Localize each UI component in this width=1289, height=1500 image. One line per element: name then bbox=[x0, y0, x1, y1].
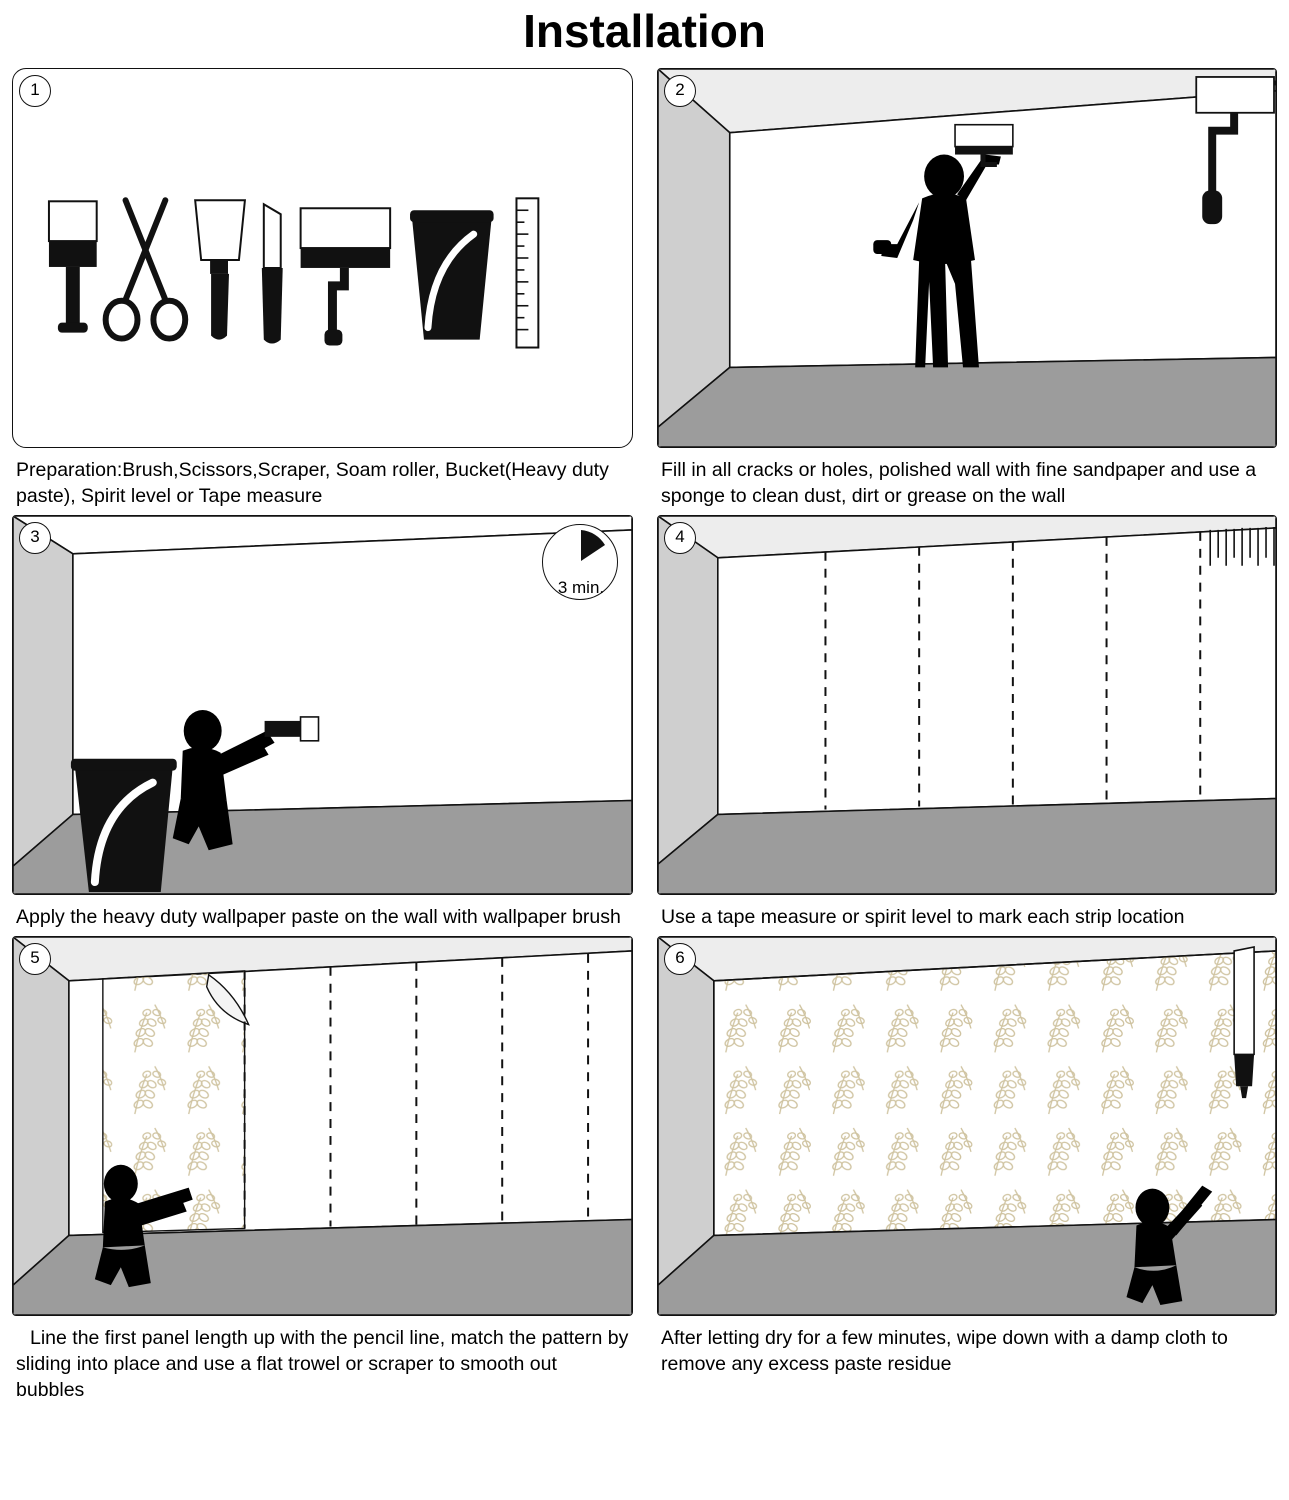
room-scene-4 bbox=[658, 516, 1276, 894]
side-wall bbox=[658, 516, 718, 864]
step-1-number: 1 bbox=[19, 75, 51, 107]
step-6-number: 6 bbox=[664, 943, 696, 975]
step-2-number: 2 bbox=[664, 75, 696, 107]
step-3 bbox=[0, 515, 645, 936]
timer-label: 3 min. bbox=[557, 578, 605, 597]
steps-grid bbox=[0, 68, 1289, 1409]
utility-knife-icon bbox=[262, 204, 283, 343]
tools-illustration bbox=[13, 69, 632, 447]
room-scene-3 bbox=[13, 516, 632, 894]
step-5 bbox=[0, 936, 645, 1409]
step-3-illustration bbox=[12, 515, 633, 895]
room-scene-5 bbox=[13, 937, 632, 1315]
step-5-illustration bbox=[12, 936, 633, 1316]
step-2-caption: Fill in all cracks or holes, polished wall with fine sandpaper and use a sponge to clean dust, dirt or grease on the wall bbox=[661, 459, 1257, 507]
page-title: Installation bbox=[523, 5, 766, 57]
step-4 bbox=[645, 515, 1289, 936]
damp-cloth-icon bbox=[1234, 947, 1254, 1098]
room-scene-2 bbox=[658, 69, 1276, 447]
step-1-caption: Preparation:Brush,Scissors,Scraper, Soam roller, Bucket(Heavy duty paste), Spirit level or Tape measure bbox=[16, 459, 609, 507]
step-2 bbox=[645, 68, 1289, 515]
floor bbox=[658, 357, 1276, 447]
brush-icon bbox=[49, 201, 97, 332]
side-wall bbox=[658, 69, 730, 427]
floor bbox=[658, 1220, 1276, 1315]
step-4-caption: Use a tape measure or spirit level to mark each strip location bbox=[661, 906, 1185, 928]
step-2-illustration bbox=[657, 68, 1277, 448]
floor bbox=[658, 799, 1276, 894]
step-4-number: 4 bbox=[664, 522, 696, 554]
side-wall bbox=[13, 516, 73, 866]
step-4-illustration bbox=[657, 515, 1277, 895]
step-5-number: 5 bbox=[19, 943, 51, 975]
step-1-illustration bbox=[12, 68, 633, 448]
bucket-icon bbox=[410, 210, 494, 339]
scissors-icon bbox=[106, 200, 186, 338]
step-1 bbox=[0, 68, 645, 515]
scraper-icon bbox=[195, 200, 245, 339]
step-5-caption: Line the first panel length up with the pencil line, match the pattern by sliding into place and use a flat trowel or scraper to smooth out bubbles bbox=[16, 1327, 629, 1401]
timer-wedge-icon bbox=[544, 524, 618, 598]
room-scene-6 bbox=[658, 937, 1276, 1315]
side-wall bbox=[13, 937, 69, 1285]
ruler-icon bbox=[516, 198, 538, 347]
bucket-icon bbox=[71, 759, 177, 892]
step-6-caption: After letting dry for a few minutes, wipe down with a damp cloth to remove any excess paste residue bbox=[661, 1327, 1228, 1375]
step-3-number: 3 bbox=[19, 522, 51, 554]
step-3-caption: Apply the heavy duty wallpaper paste on the wall with wallpaper brush bbox=[16, 906, 621, 928]
step-6 bbox=[645, 936, 1289, 1409]
back-wall-wallpapered bbox=[714, 951, 1276, 1235]
side-wall bbox=[658, 937, 714, 1285]
step-6-illustration bbox=[657, 936, 1277, 1316]
back-wall bbox=[718, 528, 1276, 814]
foam-roller-icon bbox=[301, 208, 391, 345]
